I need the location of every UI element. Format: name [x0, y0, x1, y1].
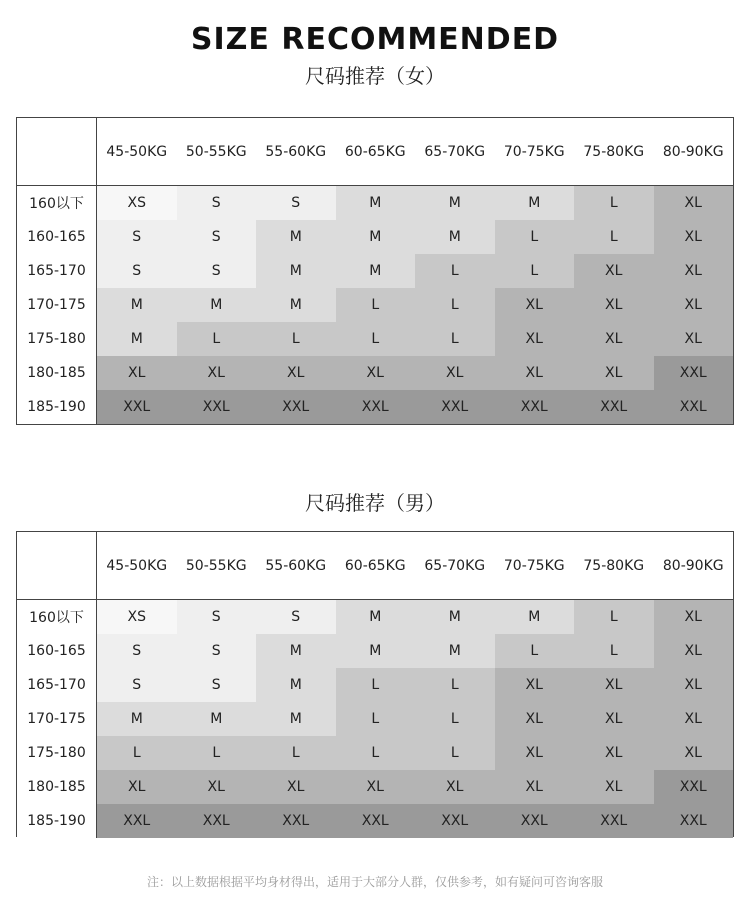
women-header-row	[17, 118, 733, 186]
size-cell: XXL	[177, 804, 257, 838]
size-cell: S	[177, 254, 257, 288]
size-cell: M	[336, 634, 416, 668]
size-cell: XL	[574, 254, 654, 288]
size-cell: XXL	[415, 390, 495, 424]
size-cell: M	[256, 634, 336, 668]
size-cell: M	[336, 220, 416, 254]
size-cell: S	[97, 634, 177, 668]
women-size-table	[16, 117, 734, 425]
size-cell: M	[415, 186, 495, 220]
size-cell: XL	[177, 770, 257, 804]
size-cell: M	[97, 288, 177, 322]
size-cell: M	[336, 600, 416, 634]
size-cell: S	[97, 668, 177, 702]
size-cell: M	[256, 254, 336, 288]
size-cell: M	[495, 186, 575, 220]
size-cell: XL	[574, 702, 654, 736]
table-row	[17, 736, 733, 770]
weight-header: 75-80KG	[574, 532, 654, 600]
size-cell: L	[177, 736, 257, 770]
size-cell: XXL	[177, 390, 257, 424]
size-cell: XL	[495, 288, 575, 322]
size-cell: XL	[415, 770, 495, 804]
table-row	[17, 702, 733, 736]
size-cell: XXL	[256, 390, 336, 424]
size-cell: M	[415, 220, 495, 254]
weight-header: 55-60KG	[256, 532, 336, 600]
size-cell: XL	[495, 668, 575, 702]
size-cell: S	[256, 186, 336, 220]
size-cell: L	[177, 322, 257, 356]
table-row	[17, 220, 733, 254]
size-cell: XL	[97, 356, 177, 390]
size-cell: XXL	[256, 804, 336, 838]
size-cell: XL	[654, 702, 734, 736]
height-label: 160以下	[17, 186, 97, 220]
size-cell: XL	[495, 736, 575, 770]
size-cell: XL	[654, 600, 734, 634]
women-subtitle: 尺码推荐（女）	[305, 64, 445, 88]
weight-header: 80-90KG	[654, 118, 734, 186]
size-cell: XL	[654, 288, 734, 322]
table-row	[17, 668, 733, 702]
table-row	[17, 356, 733, 390]
size-cell: L	[415, 736, 495, 770]
size-cell: XL	[654, 186, 734, 220]
height-label: 185-190	[17, 390, 97, 424]
size-cell: XXL	[654, 804, 734, 838]
size-cell: M	[177, 702, 257, 736]
size-cell: XL	[574, 322, 654, 356]
size-cell: S	[97, 220, 177, 254]
height-label: 160以下	[17, 600, 97, 634]
size-cell: XL	[574, 288, 654, 322]
weight-header: 60-65KG	[336, 532, 416, 600]
size-cell: XL	[256, 770, 336, 804]
height-label: 165-170	[17, 668, 97, 702]
size-cell: XL	[495, 702, 575, 736]
size-cell: XL	[654, 254, 734, 288]
size-cell: XXL	[336, 390, 416, 424]
size-cell: L	[336, 736, 416, 770]
men-rows	[17, 600, 733, 838]
size-cell: XL	[574, 770, 654, 804]
size-cell: S	[177, 186, 257, 220]
size-cell: M	[177, 288, 257, 322]
size-cell: XL	[574, 356, 654, 390]
size-cell: L	[97, 736, 177, 770]
size-cell: L	[415, 668, 495, 702]
size-cell: L	[574, 600, 654, 634]
size-cell: M	[336, 254, 416, 288]
size-cell: XL	[574, 668, 654, 702]
size-cell: XL	[495, 356, 575, 390]
men-header-row	[17, 532, 733, 600]
weight-header: 60-65KG	[336, 118, 416, 186]
size-cell: M	[256, 288, 336, 322]
size-cell: S	[177, 634, 257, 668]
table-row	[17, 600, 733, 634]
height-label: 170-175	[17, 702, 97, 736]
table-row	[17, 254, 733, 288]
weight-header: 80-90KG	[654, 532, 734, 600]
size-cell: M	[256, 220, 336, 254]
height-label: 180-185	[17, 356, 97, 390]
height-label: 160-165	[17, 634, 97, 668]
size-cell: L	[495, 220, 575, 254]
weight-header: 70-75KG	[495, 532, 575, 600]
size-cell: L	[256, 736, 336, 770]
size-cell: M	[256, 702, 336, 736]
size-cell: XL	[654, 736, 734, 770]
size-cell: L	[415, 702, 495, 736]
size-cell: XXL	[574, 804, 654, 838]
size-cell: XXL	[336, 804, 416, 838]
corner-cell	[17, 118, 97, 186]
size-cell: L	[574, 220, 654, 254]
size-cell: XL	[654, 220, 734, 254]
size-cell: XXL	[97, 804, 177, 838]
weight-header: 55-60KG	[256, 118, 336, 186]
size-cell: XL	[654, 322, 734, 356]
height-label: 185-190	[17, 804, 97, 838]
table-row	[17, 634, 733, 668]
size-cell: XS	[97, 600, 177, 634]
weight-header: 50-55KG	[177, 118, 257, 186]
size-cell: XL	[495, 322, 575, 356]
weight-header: 50-55KG	[177, 532, 257, 600]
size-cell: L	[574, 634, 654, 668]
size-cell: L	[336, 322, 416, 356]
size-cell: S	[177, 220, 257, 254]
table-row	[17, 770, 733, 804]
size-cell: L	[574, 186, 654, 220]
men-size-table	[16, 531, 734, 837]
size-cell: L	[415, 322, 495, 356]
height-label: 175-180	[17, 736, 97, 770]
size-cell: XL	[336, 770, 416, 804]
weight-header: 45-50KG	[97, 532, 177, 600]
size-cell: XL	[177, 356, 257, 390]
size-cell: XL	[654, 668, 734, 702]
size-cell: L	[415, 288, 495, 322]
size-cell: XS	[97, 186, 177, 220]
height-label: 170-175	[17, 288, 97, 322]
size-cell: L	[495, 254, 575, 288]
size-cell: XL	[256, 356, 336, 390]
weight-header: 75-80KG	[574, 118, 654, 186]
size-cell: S	[177, 600, 257, 634]
table-row	[17, 390, 733, 424]
size-cell: M	[495, 600, 575, 634]
size-cell: L	[256, 322, 336, 356]
size-cell: XXL	[415, 804, 495, 838]
size-cell: XXL	[495, 804, 575, 838]
height-label: 160-165	[17, 220, 97, 254]
table-row	[17, 186, 733, 220]
weight-header: 70-75KG	[495, 118, 575, 186]
height-label: 180-185	[17, 770, 97, 804]
size-cell: XXL	[97, 390, 177, 424]
weight-header: 65-70KG	[415, 532, 495, 600]
size-cell: XXL	[654, 356, 734, 390]
size-cell: XL	[415, 356, 495, 390]
table-row	[17, 288, 733, 322]
height-label: 175-180	[17, 322, 97, 356]
size-cell: M	[97, 322, 177, 356]
size-cell: XL	[97, 770, 177, 804]
size-cell: L	[495, 634, 575, 668]
size-cell: XL	[654, 634, 734, 668]
footnote: 注：以上数据根据平均身材得出，适用于大部分人群，仅供参考，如有疑问可咨询客服	[146, 875, 603, 889]
size-cell: M	[415, 600, 495, 634]
size-cell: XXL	[654, 390, 734, 424]
size-cell: XL	[336, 356, 416, 390]
men-subtitle: 尺码推荐（男）	[305, 491, 445, 515]
size-cell: XL	[495, 770, 575, 804]
size-cell: L	[336, 668, 416, 702]
size-cell: M	[256, 668, 336, 702]
size-cell: L	[336, 702, 416, 736]
size-cell: M	[415, 634, 495, 668]
corner-cell	[17, 532, 97, 600]
size-cell: XXL	[495, 390, 575, 424]
size-cell: S	[177, 668, 257, 702]
size-cell: XXL	[574, 390, 654, 424]
weight-header: 45-50KG	[97, 118, 177, 186]
size-cell: XL	[574, 736, 654, 770]
size-cell: L	[336, 288, 416, 322]
size-cell: M	[97, 702, 177, 736]
size-cell: XXL	[654, 770, 734, 804]
women-rows	[17, 186, 733, 424]
size-cell: M	[336, 186, 416, 220]
table-row	[17, 322, 733, 356]
size-cell: S	[256, 600, 336, 634]
size-cell: L	[415, 254, 495, 288]
table-row	[17, 804, 733, 838]
size-cell: S	[97, 254, 177, 288]
height-label: 165-170	[17, 254, 97, 288]
weight-header: 65-70KG	[415, 118, 495, 186]
page-title: SIZE RECOMMENDED	[190, 22, 560, 57]
